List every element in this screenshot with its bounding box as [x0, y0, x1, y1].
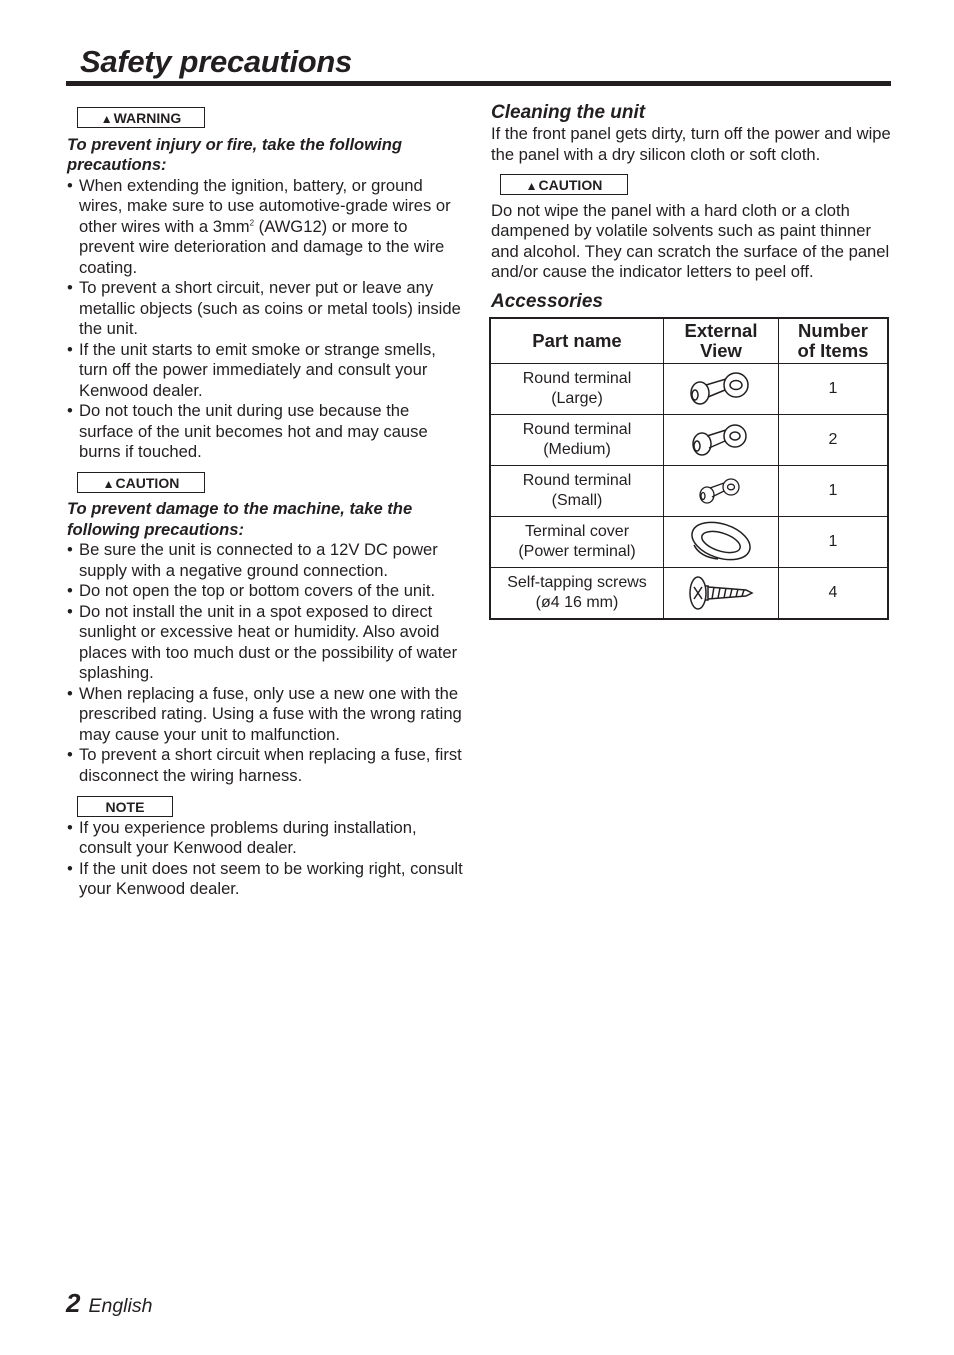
- warning-label-text: WARNING: [113, 110, 182, 126]
- list-item: • Do not open the top or bottom covers of the unit.: [67, 581, 465, 602]
- header-external-view: [664, 318, 779, 364]
- round-terminal-small-icon: [697, 475, 745, 507]
- accessories-heading: Accessories: [491, 290, 603, 312]
- part-size: (Power terminal): [518, 542, 636, 560]
- caution-triangle-icon: ▲: [102, 476, 115, 491]
- count-cell: 4: [779, 567, 889, 619]
- external-view-cell: [664, 567, 779, 619]
- round-terminal-medium-icon: [689, 420, 753, 460]
- part-size: (Large): [551, 389, 603, 407]
- header-part-name: Part name: [490, 318, 664, 364]
- note-list: [67, 818, 465, 900]
- cleaning-caution-label: [500, 174, 628, 195]
- header-text: View: [700, 339, 742, 361]
- list-item: • If the unit does not seem to be working right, consult your Kenwood dealer.: [67, 859, 465, 900]
- note-label: NOTE: [77, 796, 173, 817]
- part-name-cell: [490, 414, 664, 465]
- warning-list: [67, 176, 465, 463]
- external-view-cell: [664, 363, 779, 414]
- table-row: [490, 465, 888, 516]
- part-size: (ø4 16 mm): [535, 593, 619, 611]
- table-row: [490, 414, 888, 465]
- external-view-cell: [664, 414, 779, 465]
- caution-lead: To prevent damage to the machine, take the following precautions:: [67, 499, 413, 539]
- warning-lead: To prevent injury or fire, take the following precautions:: [67, 134, 402, 174]
- caution-label-text: CAUTION: [115, 474, 180, 491]
- left-column: [67, 107, 465, 900]
- header-text: External: [684, 319, 758, 341]
- accessories-table: [489, 317, 889, 620]
- page-footer: [66, 1288, 152, 1319]
- table-header-row: [490, 318, 888, 364]
- warning-triangle-icon: ▲: [100, 112, 113, 126]
- external-view-cell: [664, 516, 779, 567]
- part-name-cell: [490, 465, 664, 516]
- title-rule: [66, 81, 891, 86]
- count-cell: 1: [779, 363, 889, 414]
- caution-triangle-icon: ▲: [525, 179, 538, 193]
- part-name-cell: [490, 567, 664, 619]
- part-name: Round terminal: [522, 369, 632, 387]
- round-terminal-large-icon: [686, 369, 756, 409]
- part-name: Self-tapping screws: [507, 573, 647, 591]
- list-item: • Do not touch the unit during use because the surface of the unit becomes hot and may cause burns if touched.: [67, 401, 465, 463]
- count-cell: 1: [779, 465, 889, 516]
- list-item: • When replacing a fuse, only use a new one with the prescribed rating. Using a fuse with the wrong rating may cause your unit to malfunction.: [67, 684, 465, 746]
- caution-label-text: CAUTION: [538, 177, 603, 193]
- list-item: • Be sure the unit is connected to a 12V DC power supply with a negative ground connection.: [67, 540, 465, 581]
- warning-item-text: (AWG12) or more to prevent wire deterioration and damage to the wire coating.: [79, 216, 445, 277]
- count-cell: 1: [779, 516, 889, 567]
- page-language: English: [88, 1295, 153, 1317]
- part-name-cell: [490, 363, 664, 414]
- part-size: (Medium): [543, 440, 611, 458]
- list-item: • Do not install the unit in a spot exposed to direct sunlight or excessive heat or humidity. Also avoid places with too much dust or the possibility of water splashing.: [67, 602, 465, 684]
- table-row: [490, 567, 888, 619]
- table-row: [490, 516, 888, 567]
- list-item: • If you experience problems during installation, consult your Kenwood dealer.: [67, 818, 465, 859]
- page-title: Safety precautions: [80, 44, 352, 79]
- external-view-cell: [664, 465, 779, 516]
- right-column: [491, 102, 891, 620]
- list-item: • If the unit starts to emit smoke or strange smells, turn off the power immediately and consult your Kenwood dealer.: [67, 340, 465, 402]
- cleaning-caution-text: Do not wipe the panel with a hard cloth or a cloth dampened by volatile solvents such as paint thinner and alcohol. They can scratch the surface of the panel and/or cause the indicator letters to peel off.: [491, 200, 890, 281]
- header-number-of-items: [779, 318, 889, 364]
- superscript: 2: [249, 217, 255, 227]
- header-text: of Items: [797, 339, 869, 361]
- part-name-cell: [490, 516, 664, 567]
- part-name: Round terminal: [522, 420, 632, 438]
- part-name: Round terminal: [522, 471, 632, 489]
- self-tapping-screw-icon: [686, 573, 756, 613]
- cleaning-heading: Cleaning the unit: [491, 102, 646, 123]
- caution-label: [77, 472, 205, 493]
- header-text: Number: [798, 319, 868, 341]
- part-size: (Small): [551, 491, 603, 509]
- list-item: • To prevent a short circuit, never put or leave any metallic objects (such as coins or metal tools) inside the unit.: [67, 278, 465, 340]
- list-item: [67, 176, 465, 279]
- cleaning-text: If the front panel gets dirty, turn off the power and wipe the panel with a dry silicon cloth or soft cloth.: [491, 124, 891, 164]
- count-cell: 2: [779, 414, 889, 465]
- list-item: • To prevent a short circuit when replacing a fuse, first disconnect the wiring harness.: [67, 745, 465, 786]
- warning-label: [77, 107, 205, 128]
- warning-item-text: When extending the ignition, battery, or ground wires, make sure to use automotive-grade wires or other wires with a 3mm: [79, 175, 451, 236]
- table-row: [490, 363, 888, 414]
- page-number: 2: [66, 1288, 81, 1318]
- part-name: Terminal cover: [524, 522, 630, 540]
- caution-list: [67, 540, 465, 786]
- terminal-cover-icon: [688, 521, 754, 563]
